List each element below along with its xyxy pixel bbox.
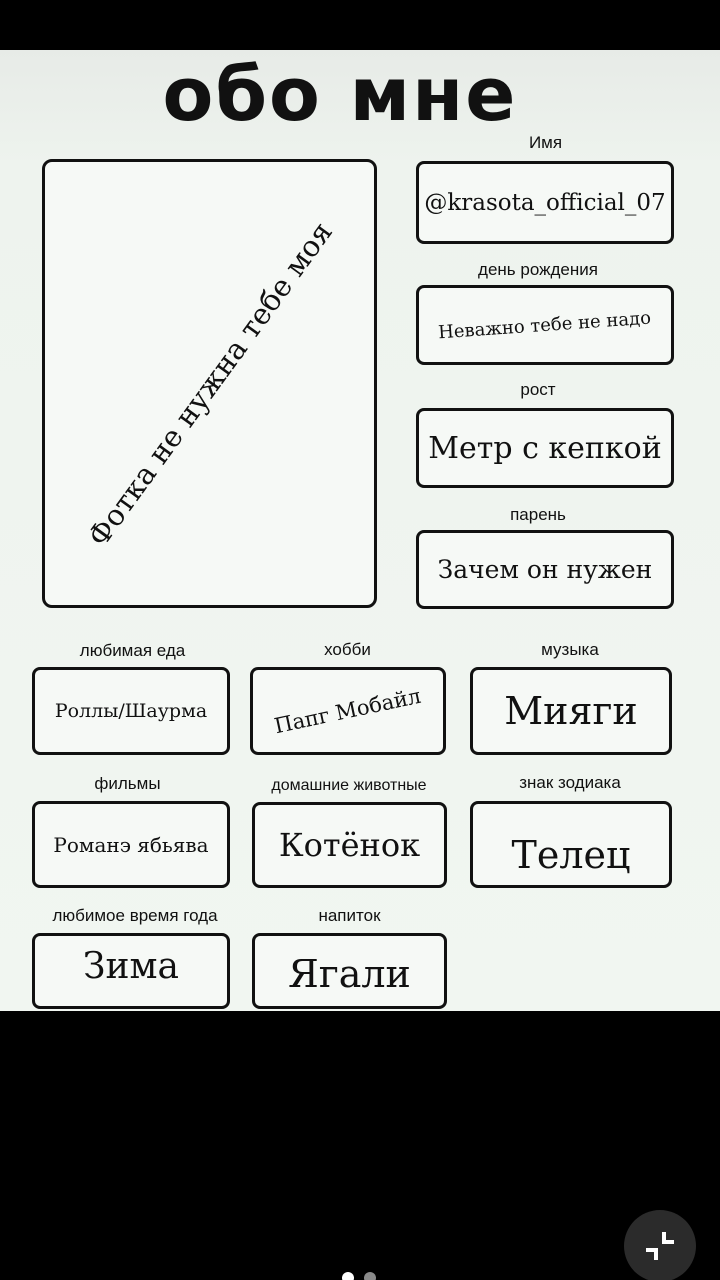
name-label: Имя: [528, 133, 563, 152]
birthday-box: [416, 285, 674, 365]
page-title: обо мне: [162, 52, 518, 138]
zodiac-value: Телец: [511, 832, 631, 877]
drink-label: напиток: [318, 906, 381, 925]
movies-box: [32, 801, 230, 888]
pager-dot-active[interactable]: [342, 1272, 354, 1280]
pager-dot[interactable]: [364, 1272, 376, 1280]
collapse-button[interactable]: [624, 1210, 696, 1280]
birthday-label: день рождения: [478, 260, 598, 279]
birthday-value: Неважно тебе не надо: [437, 307, 653, 343]
pager-dots: [340, 1272, 380, 1280]
name-value: @krasota_official_07: [424, 189, 666, 216]
photo-frame: [42, 159, 377, 608]
collapse-arrows-icon: [640, 1226, 680, 1266]
boyfriend-value: Зачем он нужен: [437, 555, 653, 584]
drink-box: [252, 933, 447, 1009]
hobby-value: Папг Мобайл: [272, 683, 424, 739]
photo-caption: Фотка не нужна тебе моя: [80, 214, 339, 553]
season-box: [32, 933, 230, 1009]
zodiac-box: [470, 801, 672, 888]
food-box: [32, 667, 230, 755]
name-box: [416, 161, 674, 244]
season-label: любимое время года: [52, 906, 218, 925]
boyfriend-box: [416, 530, 674, 609]
height-label: рост: [520, 380, 556, 399]
pets-label: домашние животные: [271, 777, 427, 794]
pets-box: [252, 802, 447, 888]
height-value: Метр с кепкой: [428, 430, 662, 466]
food-label: любимая еда: [79, 641, 186, 660]
pets-value: Котёнок: [278, 826, 421, 864]
movies-label: фильмы: [94, 774, 161, 793]
about-me-sheet: [0, 50, 720, 1011]
music-box: [470, 667, 672, 755]
hobby-label: хобби: [324, 640, 371, 659]
zodiac-label: знак зодиака: [519, 773, 621, 792]
movies-value: Романэ ябьява: [53, 832, 209, 857]
hobby-box: [250, 667, 446, 755]
height-box: [416, 408, 674, 488]
food-value: Роллы/Шаурма: [54, 700, 208, 722]
music-label: музыка: [541, 640, 599, 659]
music-value: Мияги: [504, 689, 638, 733]
season-value: Зима: [83, 945, 179, 987]
drink-value: Ягали: [288, 952, 411, 996]
boyfriend-label: парень: [510, 505, 566, 524]
